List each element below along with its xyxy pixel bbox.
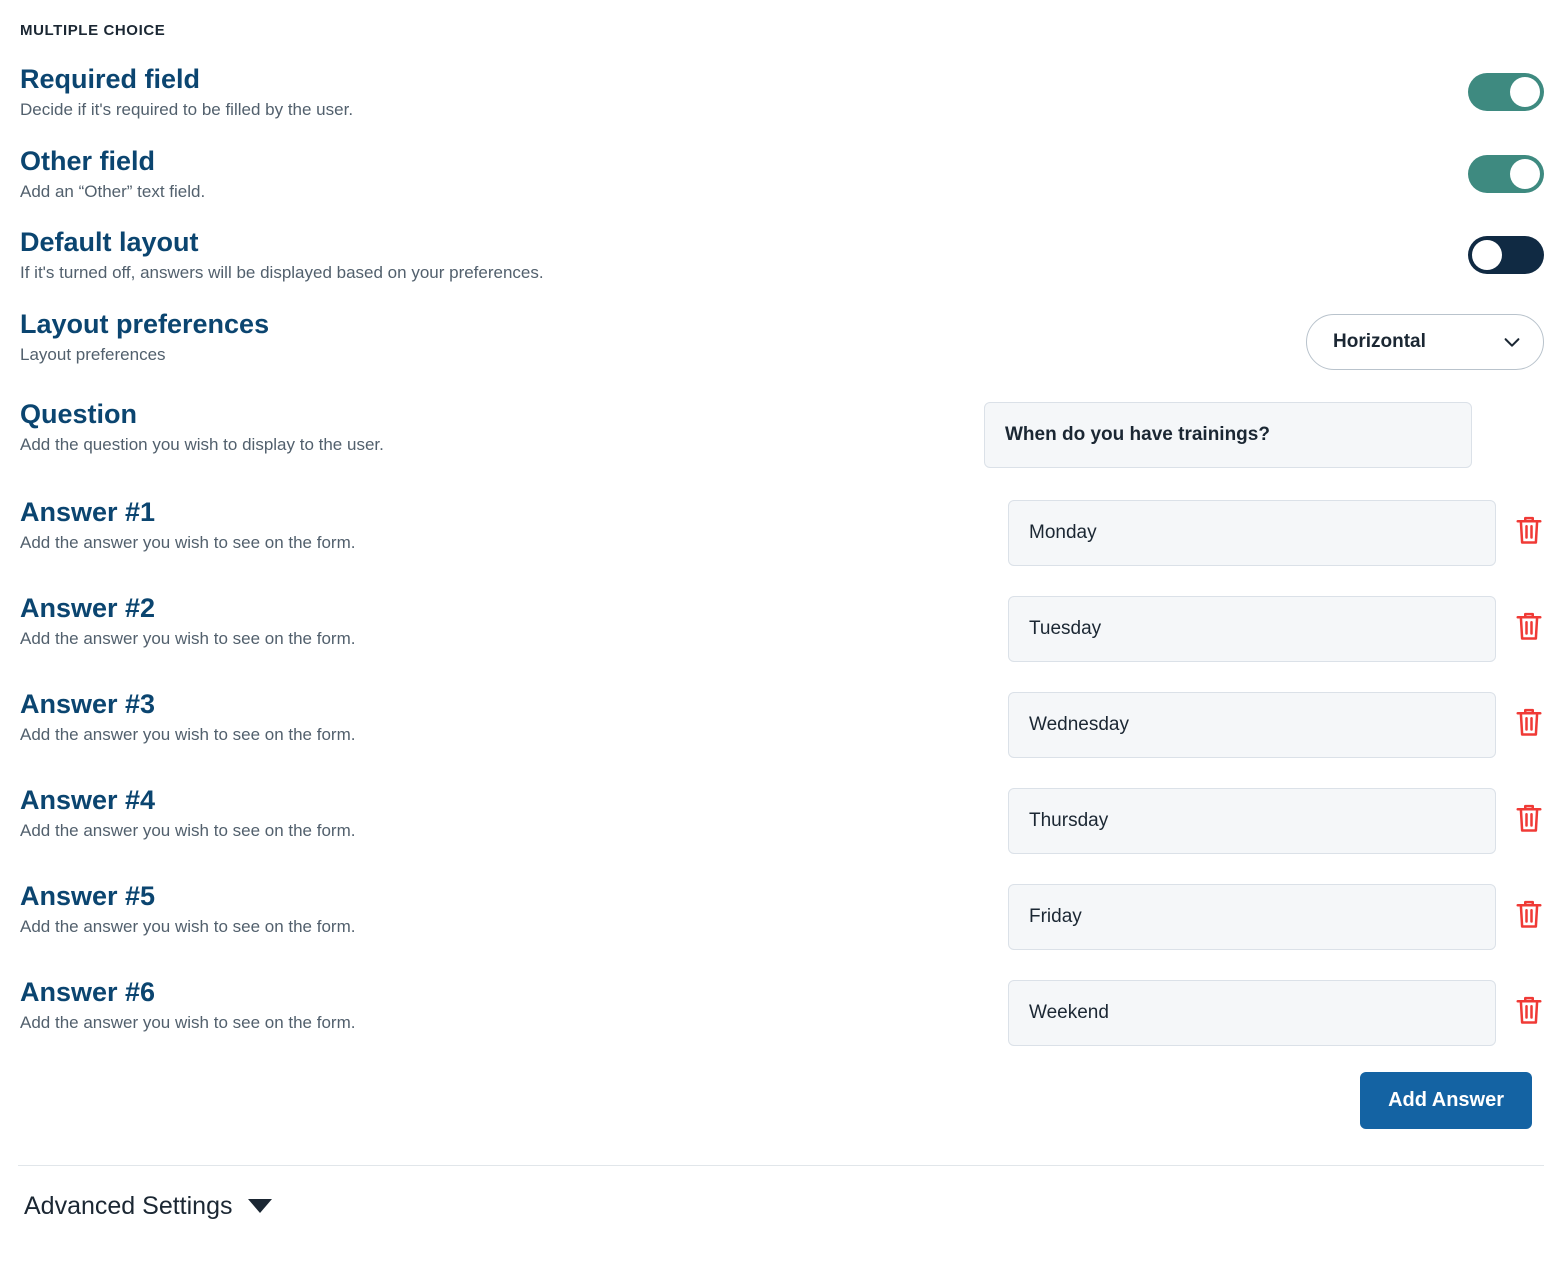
answer-title: Answer #6 [20, 976, 156, 1007]
answer-texts [18, 690, 355, 746]
trash-icon[interactable] [1514, 801, 1544, 840]
answer-title: Answer #3 [20, 688, 156, 719]
setting-texts [18, 147, 205, 203]
trash-icon[interactable] [1514, 993, 1544, 1032]
question-field-wrap [984, 402, 1472, 468]
advanced-settings-label: Advanced Settings [24, 1191, 233, 1220]
answer-input[interactable]: Friday [1008, 884, 1496, 950]
trash-icon[interactable] [1514, 609, 1544, 648]
setting-title: Required field [20, 64, 201, 94]
setting-title: Other field [20, 145, 156, 176]
answer-row-3 [18, 690, 1544, 758]
toggle-knob [1510, 77, 1540, 107]
answer-description: Add the answer you wish to see on the form. [20, 628, 356, 648]
answer-texts [18, 594, 355, 650]
answer-texts [18, 786, 355, 842]
answer-title: Answer #4 [20, 784, 156, 815]
setting-texts [18, 65, 353, 121]
answer-field-wrap [1008, 596, 1544, 662]
other-field-toggle[interactable] [1468, 155, 1544, 193]
layout-preferences-value: Horizontal [1333, 330, 1426, 352]
answer-texts [18, 882, 355, 938]
chevron-down-icon [1501, 331, 1523, 353]
answer-title: Answer #1 [20, 496, 156, 527]
setting-row-other-field [18, 147, 1544, 203]
question-row [18, 400, 1544, 468]
answer-field-wrap [1008, 788, 1544, 854]
answer-description: Add the answer you wish to see on the form. [20, 820, 356, 840]
answer-input[interactable]: Tuesday [1008, 596, 1496, 662]
answer-title: Answer #2 [20, 592, 156, 623]
answer-description: Add the answer you wish to see on the form. [20, 1012, 356, 1032]
setting-description: If it's turned off, answers will be displayed based on your preferences. [20, 263, 544, 283]
layout-preferences-select[interactable] [1306, 314, 1544, 370]
setting-texts [18, 228, 544, 284]
answer-texts [18, 498, 355, 554]
answer-input[interactable]: Monday [1008, 500, 1496, 566]
answer-description: Add the answer you wish to see on the form. [20, 916, 356, 936]
setting-row-default-layout [18, 228, 1544, 284]
advanced-settings-toggle[interactable] [18, 1166, 1544, 1221]
answer-description: Add the answer you wish to see on the form. [20, 532, 356, 552]
trash-icon[interactable] [1514, 513, 1544, 552]
add-answer-row [18, 1072, 1544, 1129]
answer-row-1 [18, 498, 1544, 566]
setting-description: Layout preferences [20, 344, 166, 364]
default-layout-toggle[interactable] [1468, 236, 1544, 274]
add-answer-button[interactable]: Add Answer [1360, 1072, 1532, 1129]
triangle-down-icon [248, 1199, 272, 1213]
toggle-knob [1472, 240, 1502, 270]
answer-input[interactable]: Wednesday [1008, 692, 1496, 758]
answer-input[interactable]: Thursday [1008, 788, 1496, 854]
trash-icon[interactable] [1514, 705, 1544, 744]
setting-texts [18, 310, 269, 366]
answer-field-wrap [1008, 884, 1544, 950]
answer-title: Answer #5 [20, 880, 156, 911]
answer-field-wrap [1008, 500, 1544, 566]
toggle-knob [1510, 159, 1540, 189]
answer-row-5 [18, 882, 1544, 950]
required-field-toggle[interactable] [1468, 73, 1544, 111]
answer-row-4 [18, 786, 1544, 854]
setting-title: Default layout [20, 227, 199, 258]
question-input[interactable]: When do you have trainings? [984, 402, 1472, 468]
answer-row-6 [18, 978, 1544, 1046]
setting-description: Decide if it's required to be filled by the user. [20, 100, 354, 120]
trash-icon[interactable] [1514, 897, 1544, 936]
answer-texts [18, 978, 355, 1034]
answer-row-2 [18, 594, 1544, 662]
question-description: Add the question you wish to display to the user. [20, 434, 384, 454]
question-title: Question [20, 398, 138, 429]
answer-input[interactable]: Weekend [1008, 980, 1496, 1046]
answer-field-wrap [1008, 692, 1544, 758]
answer-description: Add the answer you wish to see on the form. [20, 724, 356, 744]
answer-field-wrap [1008, 980, 1544, 1046]
question-texts [18, 400, 384, 456]
setting-description: Add an “Other” text field. [20, 181, 206, 201]
setting-title: Layout preferences [20, 308, 270, 339]
setting-row-required-field [18, 65, 1544, 121]
setting-row-layout-preferences [18, 310, 1544, 370]
section-label: MULTIPLE CHOICE [20, 22, 166, 39]
